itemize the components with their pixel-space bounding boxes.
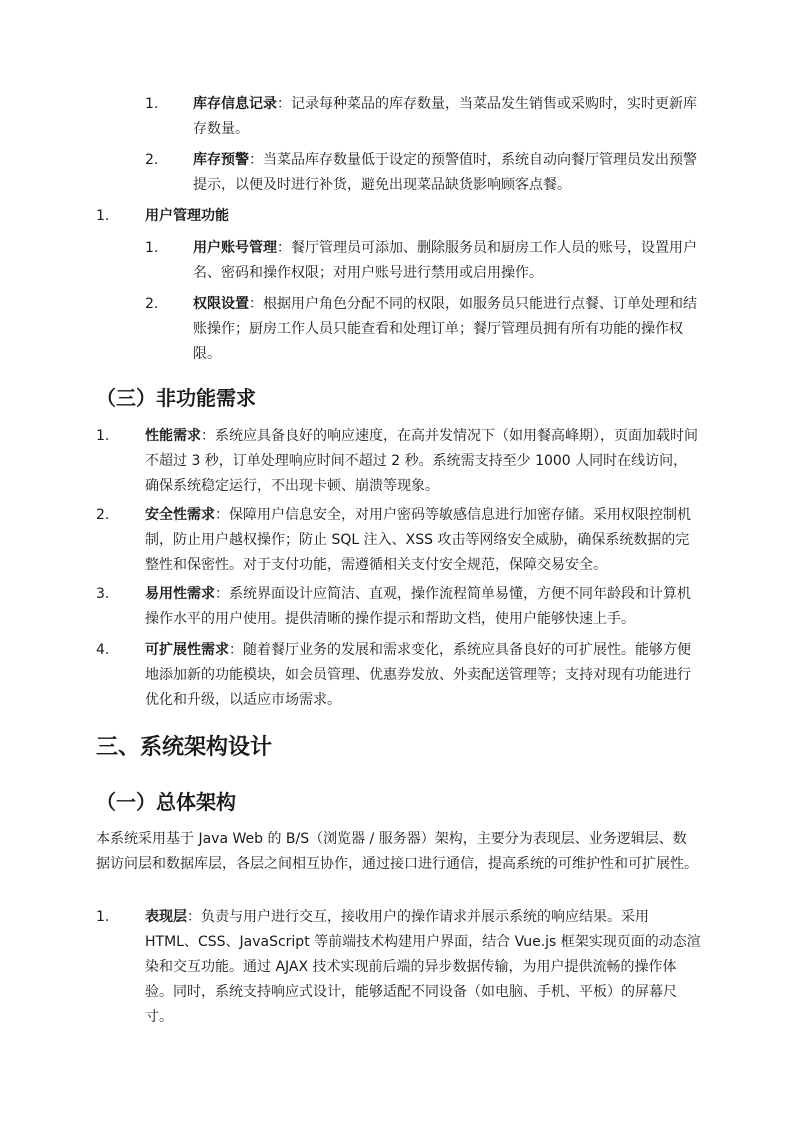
- list-text: [145, 503, 701, 578]
- item-label: 可扩展性需求: [145, 642, 229, 658]
- item-separator: ：: [201, 428, 215, 444]
- item-label: 性能需求: [145, 428, 201, 444]
- list-text: [145, 582, 701, 632]
- item-separator: ：: [249, 296, 263, 312]
- item-separator: ：: [215, 586, 229, 602]
- list-text: [193, 292, 701, 367]
- item-body: 系统界面设计应简洁、直观，操作流程简单易懂，方便不同年龄段和计算机操作水平的用户使用。提供清晰的操作提示和帮助文档，使用户能够快速上手。: [145, 586, 691, 627]
- item-separator: ：: [249, 152, 263, 168]
- list-text: [145, 638, 701, 713]
- list-text: [145, 905, 701, 1030]
- item-body: 保障用户信息安全，对用户密码等敏感信息进行加密存储。采用权限控制机制，防止用户越权操作；防止 SQL 注入、XSS 攻击等网络安全威胁，确保系统数据的完整性和保密性。对于支付功能，需遵循相关支付安全规范，保障交易安全。: [145, 507, 691, 573]
- item-label: 易用性需求: [145, 586, 215, 602]
- list-text: [193, 148, 701, 198]
- item-label: 用户账号管理: [193, 240, 277, 256]
- list-number: 4.: [96, 642, 110, 658]
- list-text: [145, 424, 701, 499]
- item-body: 随着餐厅业务的发展和需求变化，系统应具备良好的可扩展性。能够方便地添加新的功能模块，如会员管理、优惠券发放、外卖配送管理等；支持对现有功能进行优化和升级，以适应市场需求。: [145, 642, 691, 708]
- item-body: 系统应具备良好的响应速度，在高并发情况下（如用餐高峰期），页面加载时间不超过 3 秒，订单处理响应时间不超过 2 秒。系统需支持至少 1000 人同时在线访问，确保系统稳定运行，不出现卡顿、崩溃等现象。: [145, 428, 698, 494]
- item-separator: ：: [277, 96, 291, 112]
- item-label: 表现层: [145, 909, 187, 925]
- list-number: 1.: [96, 428, 110, 444]
- section-heading: （三）非功能需求: [96, 386, 256, 410]
- list-number: 1.: [145, 96, 159, 112]
- item-label: 库存信息记录: [193, 96, 277, 112]
- list-number: 1.: [145, 240, 159, 256]
- list-number: 1.: [96, 909, 110, 925]
- list-number: 1.: [96, 208, 110, 224]
- item-separator: ：: [229, 642, 243, 658]
- item-separator: ：: [277, 240, 291, 256]
- item-label: 库存预警: [193, 152, 249, 168]
- chapter-heading: 三、系统架构设计: [96, 735, 273, 760]
- section-heading: （一）总体架构: [96, 790, 236, 814]
- item-label: 安全性需求: [145, 507, 215, 523]
- list-text: [193, 92, 701, 142]
- item-body: 负责与用户进行交互，接收用户的操作请求并展示系统的响应结果。采用 HTML、CSS、JavaScript 等前端技术构建用户界面，结合 Vue.js 框架实现页面的动态渲染和交互功能。通过 AJAX 技术实现前后端的异步数据传输，为用户提供流畅的操作体验。同时，系统支持响应式设计，能够适配不同设备（如电脑、手机、平板）的屏幕尺寸。: [145, 909, 701, 1025]
- item-body: 餐厅管理员可添加、删除服务员和厨房工作人员的账号，设置用户名、密码和操作权限；对用户账号进行禁用或启用操作。: [193, 240, 697, 281]
- list-text: [193, 236, 701, 286]
- body-paragraph: 本系统采用基于 Java Web 的 B/S（浏览器 / 服务器）架构，主要分为表现层、业务逻辑层、数据访问层和数据库层，各层之间相互协作，通过接口进行通信，提高系统的可维护性和可扩展性。: [96, 831, 698, 872]
- item-label: 用户管理功能: [145, 208, 229, 224]
- item-body: 记录每种菜品的库存数量，当菜品发生销售或采购时，实时更新库存数量。: [193, 96, 697, 137]
- list-number: 2.: [145, 152, 159, 168]
- item-body: 当菜品库存数量低于设定的预警值时，系统自动向餐厅管理员发出预警提示，以便及时进行补货，避免出现菜品缺货影响顾客点餐。: [193, 152, 697, 193]
- item-separator: ：: [215, 507, 229, 523]
- list-number: 2.: [145, 296, 159, 312]
- list-number: 3.: [96, 586, 110, 602]
- list-text: [145, 204, 701, 229]
- item-label: 权限设置: [193, 296, 249, 312]
- item-body: 根据用户角色分配不同的权限，如服务员只能进行点餐、订单处理和结账操作；厨房工作人员只能查看和处理订单；餐厅管理员拥有所有功能的操作权限。: [193, 296, 697, 362]
- item-separator: ：: [187, 909, 201, 925]
- list-number: 2.: [96, 507, 110, 523]
